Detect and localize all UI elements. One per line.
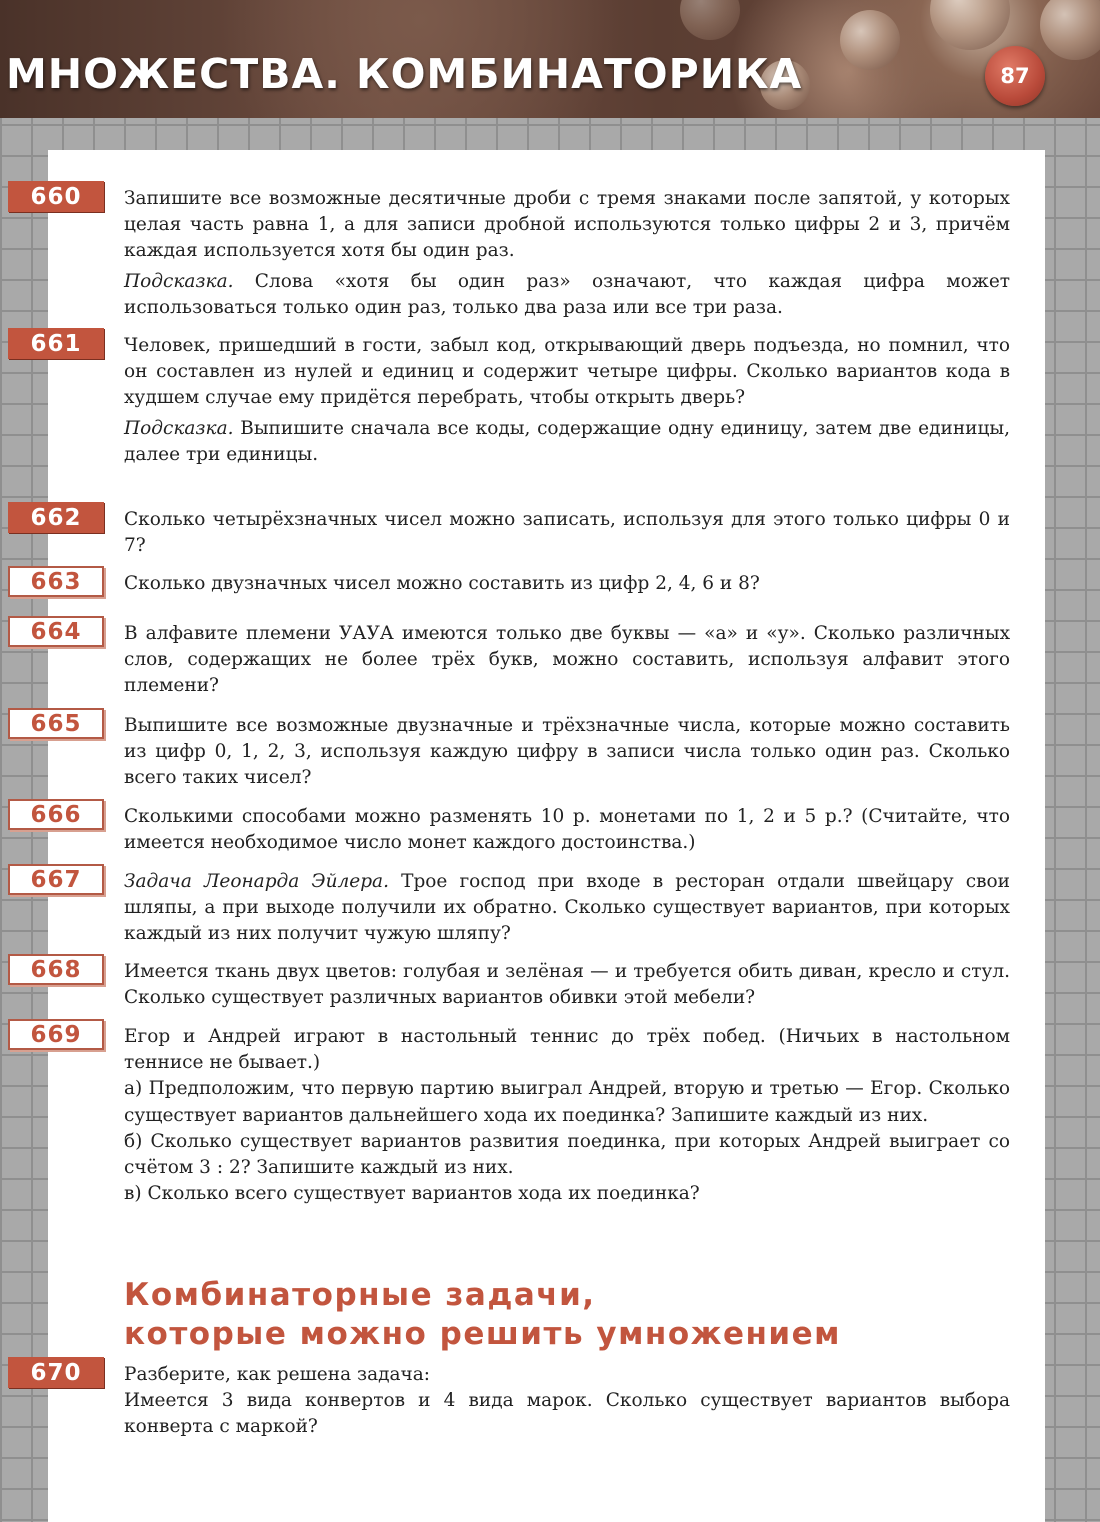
task-number: 665: [8, 708, 104, 739]
task-text: [124, 333, 1010, 468]
page-header: [0, 0, 1100, 118]
section-title: [124, 1276, 841, 1354]
task-statement: Имеется 3 вида конвертов и 4 вида марок. Сколько существует вариантов выбора конверта с маркой?: [124, 1390, 1010, 1438]
task-statement: Запишите все возможные десятичные дроби с тремя знаками после запятой, у которых целая часть равна 1, а для записи дробной используются только цифры 2 и 3, причём каждая используется хотя бы один раз.: [124, 188, 1010, 262]
task-text: [124, 507, 1010, 559]
task-number: 670: [8, 1357, 104, 1388]
task-part-a: а) Предположим, что первую партию выиграл Андрей, вторую и третью — Егор. Сколько существует вариантов дальнейшего хода их поединка? Запишите каждый из них.: [124, 1078, 1010, 1126]
task-statement: [124, 869, 1010, 948]
task-number: 664: [8, 616, 104, 647]
task-part-c: в) Сколько всего существует вариантов хода их поединка?: [124, 1183, 700, 1205]
task-number: 666: [8, 799, 104, 830]
task-statement: Сколькими способами можно разменять 10 р. монетами по 1, 2 и 5 р.? (Считайте, что имеется необходимое число монет каждого достоинства.): [124, 806, 1010, 854]
hint-label: Подсказка.: [124, 417, 234, 439]
chapter-title: МНОЖЕСТВА. КОМБИНАТОРИКА: [6, 50, 803, 98]
task-text: [124, 713, 1010, 792]
task-number: 662: [8, 502, 104, 533]
task-statement: Егор и Андрей играют в настольный теннис до трёх побед. (Ничьих в настольном теннисе не бывает.): [124, 1026, 1010, 1074]
page-number: 87: [985, 46, 1045, 106]
task-number: 660: [8, 181, 104, 212]
section-title-line1: Комбинаторные задачи,: [124, 1277, 596, 1313]
decor-sphere: [1040, 0, 1100, 60]
decor-sphere: [840, 10, 900, 70]
section-title-line2: которые можно решить умножением: [124, 1316, 841, 1352]
task-statement: Сколько двузначных чисел можно составить из цифр 2, 4, 6 и 8?: [124, 573, 760, 594]
task-text: [124, 959, 1010, 1011]
task-text: [124, 1024, 1010, 1207]
task-statement: Человек, пришедший в гости, забыл код, открывающий дверь подъезда, но помнил, что он составлен из нулей и единиц и содержит четыре цифры. Сколько вариантов кода в худшем случае ему придётся перебрать, чтобы открыть дверь?: [124, 335, 1010, 409]
task-number: 667: [8, 864, 104, 895]
task-body: Трое господ при входе в ресторан отдали швейцару свои шляпы, а при выходе получили их обратно. Сколько существует вариантов, при которых каждый из них получит чужую шляпу?: [124, 871, 1011, 945]
task-text: [124, 1362, 1010, 1441]
task-statement: Выпишите все возможные двузначные и трёхзначные числа, которые можно составить из цифр 0, 1, 2, 3, используя каждую цифру в записи числа только один раз. Сколько всего таких чисел?: [124, 715, 1010, 789]
task-text: [124, 804, 1010, 856]
task-text: [124, 621, 1010, 700]
task-number: 663: [8, 566, 104, 597]
task-number: 661: [8, 328, 104, 359]
task-statement: Имеется ткань двух цветов: голубая и зелёная — и требуется обить диван, кресло и стул. Сколько существует различных вариантов обивки этой мебели?: [124, 961, 1010, 1009]
task-title: Задача Леонарда Эйлера.: [124, 871, 389, 892]
task-text: [124, 869, 1010, 948]
hint-text: Слова «хотя бы один раз» означают, что каждая цифра может использоваться только один раз, только два раза или все три раза.: [124, 270, 1010, 318]
task-number: 668: [8, 954, 104, 985]
task-number: 669: [8, 1019, 104, 1050]
task-text: [124, 571, 1010, 597]
hint-text: Выпишите сначала все коды, содержащие одну единицу, затем две единицы, далее три единицы.: [124, 417, 1010, 465]
decor-sphere: [930, 0, 1010, 50]
hint-label: Подсказка.: [124, 270, 234, 292]
task-statement: В алфавите племени УАУА имеются только две буквы — «а» и «у». Сколько различных слов, содержащих не более трёх букв, можно составить, используя алфавит этого племени?: [124, 623, 1010, 697]
task-part-b: б) Сколько существует вариантов развития поединка, при которых Андрей выиграет со счётом 3 : 2? Запишите каждый из них.: [124, 1130, 1010, 1179]
task-statement: Сколько четырёхзначных чисел можно записать, используя для этого только цифры 0 и 7?: [124, 509, 1010, 557]
decor-sphere: [680, 0, 740, 40]
task-hint: [124, 416, 1010, 468]
task-text: [124, 186, 1010, 321]
task-hint: [124, 269, 1010, 321]
task-intro: Разберите, как решена задача:: [124, 1364, 431, 1385]
